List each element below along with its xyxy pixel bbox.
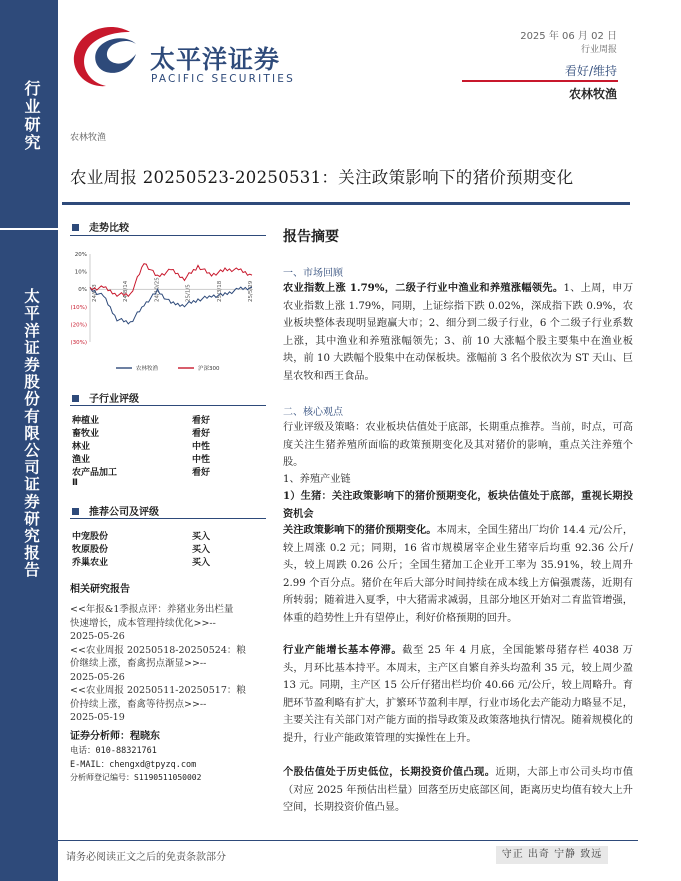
sidebar-company: 太平洋证券股份有限公司证券研究报告: [22, 288, 40, 579]
summary-title: 报告摘要: [283, 229, 339, 245]
related-link[interactable]: <<农业周报 20250518-20250524：粮: [70, 644, 246, 656]
table-row: 牧原股份 买入: [72, 545, 211, 555]
header-divider: [462, 80, 618, 82]
rating-current: 看好: [564, 64, 589, 78]
table-row: 乔巢农业 买入: [72, 558, 211, 568]
report-date: 2025 年 06 月 02 日: [520, 31, 617, 42]
related-date: 2025-05-26: [70, 671, 125, 683]
rating-previous: 维持: [592, 64, 617, 78]
footer-divider: [58, 840, 638, 841]
related-date: 2025-05-26: [70, 631, 125, 642]
legend-label: 沪深300: [198, 366, 220, 372]
logo-text: 太平洋证券: [150, 45, 281, 74]
series-line: [90, 287, 252, 324]
related-heading: 相关研究报告: [70, 584, 130, 595]
related-link[interactable]: <<年报&1季报点评：养猪业务出栏量: [70, 604, 234, 615]
sidebar-divider: [0, 228, 58, 230]
sidebar-top-label: 行业研究: [22, 80, 41, 152]
y-tick-label: (10%): [70, 304, 87, 311]
recommend-table: [72, 529, 262, 569]
table-row: 中宠股份 买入: [72, 532, 211, 542]
subindustry-heading-rule: [70, 405, 266, 406]
section-heading-market: 一、市场回顾: [283, 268, 343, 279]
table-row-overflow: Ⅱ: [72, 478, 78, 488]
y-tick-label: 20%: [74, 252, 87, 258]
related-link[interactable]: 价继续上涨，畜禽拐点渐显>>--: [70, 658, 207, 669]
y-tick-label: 10%: [74, 269, 87, 276]
square-bullet-icon: [72, 508, 79, 515]
footer-disclaimer: 请务必阅读正文之后的免责条款部分: [66, 852, 226, 863]
subindustry-table: [72, 413, 262, 493]
market-review-paragraph: 农业指数上涨 1.79%，二级子行业中渔业和养殖涨幅领先。1、上周，申万农业指数上涨 1.79%，同期，上证综指下跌 0.02%，深成指下跌 0.9%，农业板块整体表现明显跑赢大市；2、细分到二级子行业，6 个二级子行业系数上涨，其中渔业和养殖涨幅领先；3、前 10 大涨幅个股主要集中在渔业板块，前 10 大跌幅个股集中在动保板块。涨幅前 3 名个股依次为 ST 天山、巨星农牧和西王食品。: [283, 282, 634, 382]
trend-chart: [66, 244, 262, 378]
capacity-paragraph: 行业产能增长基本停滞。截至 25 年 4 月底，全国能繁母猪存栏 4038 万头，月环比基本持平。本周末，主产区自繁自养头均盈利 35 元，较上周少盈 13 元。同期，主产区 15 公斤仔猪出栏均价 40.66 元/公斤，较上周略升。育肥环节盈利略有扩大，扩繁环节盈利丰厚，行业市场化去产能动力略显不足，主要关注有关部门对产能方面的指导政策及政策落地执行情况。随着规模化的提升，行业产能政策管理的实操性在上升。: [283, 644, 633, 744]
footer-motto: 守正 出奇 宁静 致远: [496, 846, 608, 864]
logo-icon: [70, 22, 142, 90]
analyst-email[interactable]: E-MAIL：chengxd@tpyzq.com: [70, 760, 197, 770]
legend-label: 农林牧渔: [136, 366, 159, 372]
related-link[interactable]: 快速增长，成本管理持续优化>>--: [70, 617, 216, 629]
analyst-heading: 证券分析师：程晓东: [70, 731, 160, 742]
valuation-paragraph: 个股估值处于历史低位，长期投资价值凸现。近期，大部上市公司头均市值（对应 2025 年预估出栏量）回落至历史底部区间，距离历史均值有较大上升空间，长期投资价值凸显。: [283, 766, 634, 814]
related-list: [70, 603, 270, 725]
analyst-license: 分析师登记编号：S1190511050002: [70, 773, 202, 782]
x-tick-label: 24/10/25: [154, 277, 161, 302]
table-row: 种植业 看好: [72, 416, 211, 426]
trend-heading: 走势比较: [72, 219, 129, 234]
table-row: 农产品加工 看好: [72, 468, 211, 478]
industry-rating: [565, 62, 617, 79]
table-row: 渔业 中性: [72, 455, 211, 465]
x-tick-label: 25/5/29: [248, 280, 254, 302]
subindustry-heading: 子行业评级: [72, 390, 139, 405]
industry-name: 农林牧渔: [568, 87, 617, 101]
hog-price-paragraph: 关注政策影响下的猪价预期变化。本周末，全国生猪出厂均价 14.4 元/公斤，较上周涨 0.2 元；同期，16 省市规模屠宰企业生猪宰后均重 92.36 公斤/头，较上周跌 0.26 公斤；全国生猪加工企业开工率为 35.91%，较上周升 2.99 个百分点。猪价在年后大部分时间持续在成本线上方偏强震荡，近期有所转弱；随着进入夏季，中大猪需求减弱，且部分地区开始对二育监管增强，体重的趋势性上升有望停止，利好价格预期的回升。: [283, 524, 634, 624]
y-tick-label: (20%): [70, 322, 87, 329]
table-row: 畜牧业 看好: [72, 429, 211, 439]
title-divider: [62, 202, 630, 205]
hog-heading: 1）生猪：关注政策影响下的猪价预期变化，板块估值处于底部，重视长期投资机会: [283, 490, 633, 520]
recommend-heading: 推荐公司及评级: [72, 503, 159, 518]
recommend-heading-rule: [70, 518, 266, 519]
logo-subtext: PACIFIC SECURITIES: [151, 73, 296, 85]
related-link[interactable]: <<农业周报 20250511-20250517：粮: [70, 685, 246, 696]
square-bullet-icon: [72, 395, 79, 402]
x-tick-label: 25/1/5: [185, 284, 192, 302]
y-tick-label: (30%): [70, 340, 87, 346]
table-row: 林业 中性: [72, 442, 211, 452]
x-tick-label: 24/6/3: [92, 284, 98, 302]
related-date: 2025-05-19: [70, 712, 125, 723]
related-link[interactable]: 价持续上涨，畜禽等待拐点>>--: [70, 698, 207, 710]
rating-separator: /: [588, 64, 593, 78]
trend-heading-rule: [70, 235, 266, 236]
analyst-phone: 电话：010-88321761: [70, 746, 157, 756]
report-type: 行业周报: [580, 45, 617, 55]
breadcrumb: 农林牧渔: [70, 133, 107, 143]
strategy-paragraph: 行业评级及策略：农业板块估值处于底部，长期重点推荐。当前，时点，可高度关注生猪养殖所面临的政策预期变化及其对猪价的影响，重点关注养殖个股。: [283, 422, 633, 469]
series-line: [90, 264, 252, 297]
x-tick-label: 25/3/18: [216, 280, 223, 302]
square-bullet-icon: [72, 224, 79, 231]
section-heading-core: 二、核心观点: [283, 407, 343, 418]
page-title: 农业周报 20250523-20250531：关注政策影响下的猪价预期变化: [70, 168, 574, 187]
x-tick-label: 24/8/14: [123, 280, 130, 302]
chain-heading: 1、养殖产业链: [283, 474, 351, 485]
y-tick-label: 0%: [78, 287, 87, 294]
